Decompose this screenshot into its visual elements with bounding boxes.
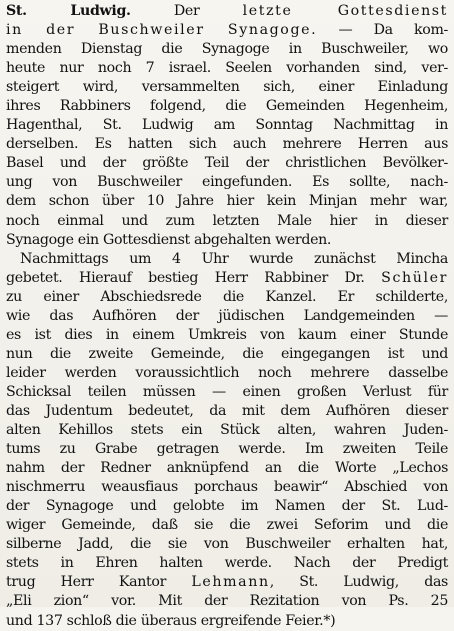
text-run: dem schon über 10 Jahre hier kein Minjan mehr war, [6,193,448,210]
text-run: ihres Rabbiners folgend, die Gemeinden Hegenheim, [6,98,448,115]
text-line [6,459,448,478]
text-run: „Eli zion“ vor. Mit der Rezitation von Ps. 25 [6,593,448,610]
text-line [6,269,448,288]
text-run: tums zu Grabe getragen werde. Im zweiten Teile [6,441,448,458]
text-run: und 137 schloß die überaus ergreifende Feier.*) [6,612,336,629]
text-line [6,59,448,78]
text-line [6,97,448,116]
text-line [6,231,448,250]
text-run: leider werden voraussichtlich noch mehrere dasselbe [6,364,448,381]
text-line [6,364,448,383]
text-line [6,78,448,97]
text-line [6,497,448,516]
text-line [6,383,448,402]
text-line [6,250,448,269]
text-run: alten Kehillos stets ein Stück alten, wahren Juden- [6,422,448,439]
text-line [6,402,448,421]
text-line [6,173,448,192]
text-run: nischmerru weausfiaus porchaus beawir“ Abschied von [6,479,448,496]
text-run: Der [130,3,243,19]
text-line [6,326,448,345]
text-line [6,345,448,364]
text-line [6,554,448,573]
text-line [6,307,448,326]
text-run: das Judentum bedeutet, da mit dem Aufhören dieser [6,402,448,419]
text-run: nahm der Redner anknüpfend an die Worte „Lechos [6,460,448,477]
text-run: Synagoge ein Gottesdienst abgehalten werden. [6,231,332,248]
text-run: zu einer Abschiedsrede die Kanzel. Er schilderte, [6,288,448,305]
text-line [6,478,448,497]
text-run: gebetet. Hierauf bestieg Herr Rabbiner Dr. [6,269,382,286]
text-line [6,192,448,211]
text-line [6,212,448,231]
text-line [6,440,448,459]
text-run: Schicksal teilen müssen — einen großen Verlust für [6,383,448,400]
text-run: heute nur noch 7 israel. Seelen vorhanden sind, ver- [6,60,448,77]
text-run: derselben. Es hatten sich auch mehrere Herren aus [6,136,448,153]
text-line [6,592,448,611]
text-run: steigert wird, versammelten sich, einer Einladung [6,79,448,96]
text-run: menden Dienstag die Synagoge in Buschweiler, wo [6,41,448,58]
text-run: silberne Jadd, die sie von Buschweiler erhalten hat, [6,536,448,553]
article-heading: St. Ludwig. [6,3,131,19]
text-run: trug Herr Kantor [6,574,192,591]
text-line [6,116,448,135]
spaced-text: Schüler [381,269,448,286]
text-line [6,288,448,307]
text-run: Basel und der größte Teil der christlichen Bevölker- [6,155,448,172]
text-line [6,154,448,173]
article-column [6,2,448,631]
text-line [6,516,448,535]
text-run: wie das Aufhören der jüdischen Landgemeinden — [6,307,448,324]
text-line [6,573,448,592]
spaced-text: Lehmann [191,574,270,591]
text-run: stets in Ehren halten werde. Nach der Predigt [6,555,448,572]
text-line [6,135,448,154]
text-line [6,535,448,554]
text-run: — Da kom- [317,22,448,39]
text-line [6,612,448,631]
text-line [6,421,448,440]
text-run: , St. Ludwig, das [269,574,448,591]
text-run: es ist dies in einem Umkreis von kaum einer Stunde [6,326,448,343]
text-run: nun die zweite Gemeinde, die eingegangen ist und [6,345,448,362]
text-run: Nachmittags um 4 Uhr wurde zunächst Mincha [20,250,448,267]
text-run: Hagenthal, St. Ludwig am Sonntag Nachmittag in [6,117,448,134]
text-run: der Synagoge und gelobte im Namen der St. Lud- [6,498,448,515]
text-run: wiger Gemeinde, daß sie die zwei Seforim und die [6,517,448,534]
text-line [6,21,448,40]
text-run: noch einmal und zum letzten Male hier in dieser [6,212,448,229]
text-line [6,40,448,59]
spaced-text: in der Buschweiler Synagoge. [6,22,318,39]
text-line [6,2,448,21]
text-run: ung von Buschweiler eingefunden. Es sollte, nach- [6,174,448,191]
spaced-text: letzte Gottesdienst [242,3,448,19]
